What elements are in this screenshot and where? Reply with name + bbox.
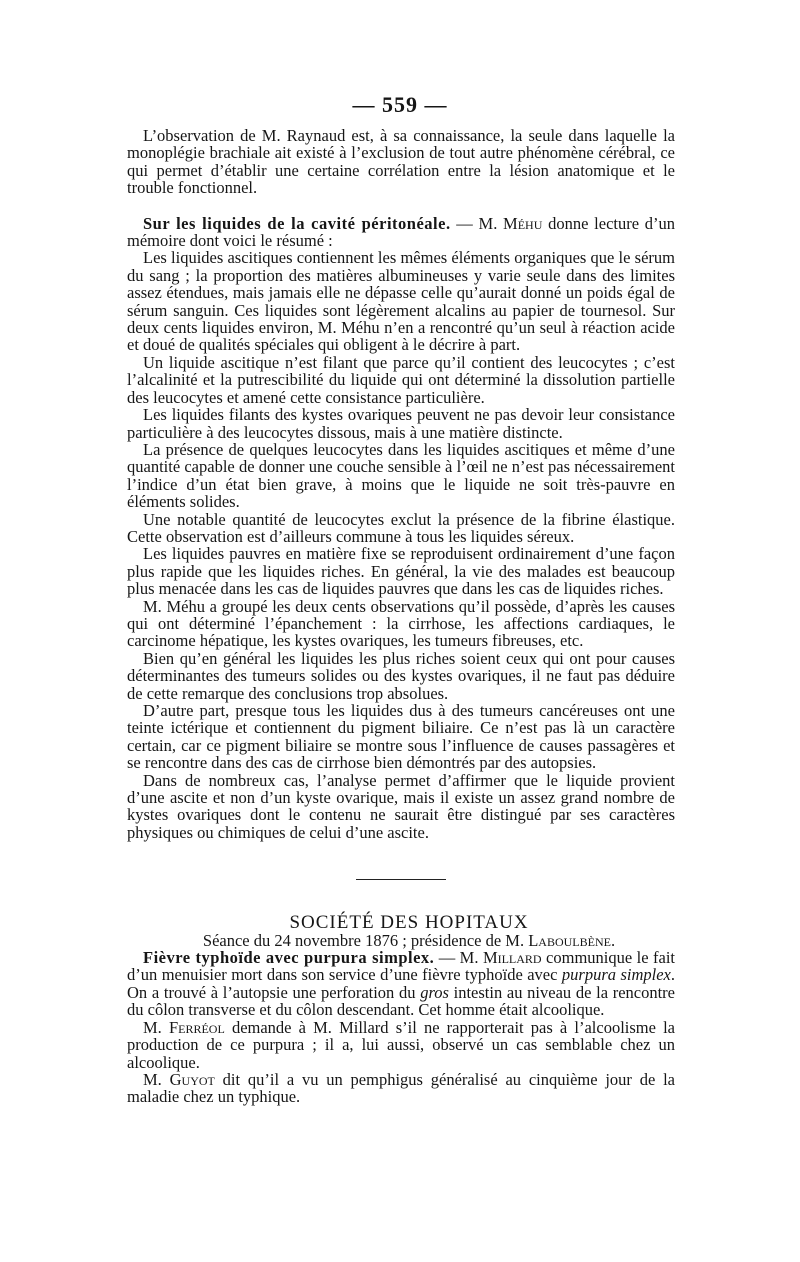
text-a: communique le fait d’un menuisier mort dans son service d’une fièvre typhoïde avec [127,948,676,985]
section-title-peritoneal: Sur les liquides de la cavité péritonéale. [143,213,451,233]
seance-date: Séance du 24 novembre 1876 ; présidence de M. [202,930,529,950]
dash: — M. [434,948,483,968]
paragraph: D’autre part, presque tous les liquides dus à des tumeurs cancéreuses ont une teinte ictérique et contiennent du pigment biliaire. Ce n’est pas là un caractère certain, car ce pigment biliaire se montre sous l’influence de causes passagères et se rencontre dans des cas de cirrhose bien démontrés par des autopsies. [127,701,675,773]
prefix: M. [143,1069,170,1089]
paragraph-raynaud: L’observation de M. Raynaud est, à sa connaissance, la seule dans laquelle la monoplégie brachiale ait existé à l’exclusion de tout autre phénomène cérébral, ce qui permet d’établir une certaine corrélation entre la lésion anatomique et le trouble fonctionnel. [127,126,675,198]
section-divider [356,879,446,880]
section-typhoid-paragraph [127,949,675,1019]
paragraph-ferreol [127,1019,675,1071]
paragraph-guyot [127,1071,675,1106]
paragraph: Les liquides filants des kystes ovariques peuvent ne pas devoir leur consistance particulière à des leucocytes dissous, mais à une matière distincte. [127,405,675,442]
text: dit qu’il a vu un pemphigus généralisé au cinquième jour de la maladie chez un typhique. [127,1069,676,1107]
text-b: . On a trouvé à l’autopsie une perforation du [127,965,675,1002]
text-c: intestin au niveau de la rencontre du côlon transverse et du côlon descendant. Cet homme était alcoolique. [127,982,676,1020]
intro-text: donne lecture d’un mémoire dont voici le résumé : [127,213,676,251]
paragraph: Une notable quantité de leucocytes exclut la présence de la fibrine élastique. Cette observation est d’ailleurs commune à tous les liquides séreux. [127,509,675,546]
italic-purpura: purpura simplex [561,965,671,985]
paragraph: Les liquides pauvres en matière fixe se reproduisent ordinairement d’une façon plus rapide que les liquides riches. En général, la vie des malades est beaucoup plus menacée dans les cas de liquides pauvres que dans les cas de liquides riches. [127,544,675,599]
seance-end: . [610,930,616,950]
page-body [127,127,675,1106]
page-number: — 559 — [352,92,448,117]
author-millard: Millard [482,948,542,968]
paragraph: Un liquide ascitique n’est filant que parce qu’il contient des leucocytes ; c’est l’alcalinité et la putrescibilité du liquide qui ont déterminé la dissolution partielle des leucocytes et amené cette consistance particulière. [127,352,675,407]
section-title-typhoid: Fièvre typhoïde avec purpura simplex. [143,948,435,968]
paragraph: Bien qu’en général les liquides les plus riches soient ceux qui ont pour causes déterminantes des tumeurs solides ou des kystes ovariques, il ne faut pas déduire de cette remarque des conclusions trop absolues. [127,648,675,703]
prefix: M. [143,1017,169,1037]
paragraph: La présence de quelques leucocytes dans les liquides ascitiques et même d’une quantité capable de donner une couche sensible à l’œil ne n’est pas nécessairement l’indice d’un état bien grave, à moins que le liquide ne soit très-pauvre en éléments solides. [127,439,675,512]
text: demande à M. Millard s’il ne rapporterait pas à l’alcoolisme la production de ce purpura ; il a, lui aussi, observé un cas semblable chez un alcoolique. [127,1017,675,1072]
section-peritoneal-intro [127,215,675,250]
paragraph: Les liquides ascitiques contiennent les mêmes éléments organiques que le sérum du sang ; la proportion des matières albumineuses y varie seule dans des limites assez étendues, mais jamais elle ne dépasse celle qu’aurait donné un poids égal de sérum sanguin. Ces liquides sont légèrement alcalins au papier de tournesol. Sur deux cents liquides environ, M. Méhu n’en a rencontré qu’un seul à réaction acide et doué de qualités spéciales qui obligent à le décrire à part. [127,248,675,355]
seance-line [127,932,675,949]
italic-gros: gros [420,982,449,1002]
society-heading: SOCIÉTÉ DES HOPITAUX [289,912,529,934]
paragraph: Dans de nombreux cas, l’analyse permet d’affirmer que le liquide provient d’une ascite et non d’un kyste ovarique, mais il existe un assez grand nombre de kystes ovariques dont le contenu ne saurait être distingué par ses caractères physiques ou chimiques de celui d’une ascite. [127,770,675,842]
paragraph: M. Méhu a groupé les deux cents observations qu’il possède, d’après les causes qui ont déterminé l’épanchement : la cirrhose, les affections cardiaques, le carcinome hépatique, les kystes ovariques, les tumeurs fibreuses, etc. [127,596,675,651]
name-ferreol: Ferréol [168,1017,225,1037]
author-mehu: Méhu [503,213,543,233]
name-guyot: Guyot [169,1069,215,1089]
president-name: Laboulbène [528,930,611,950]
dash: — M. [450,213,504,233]
